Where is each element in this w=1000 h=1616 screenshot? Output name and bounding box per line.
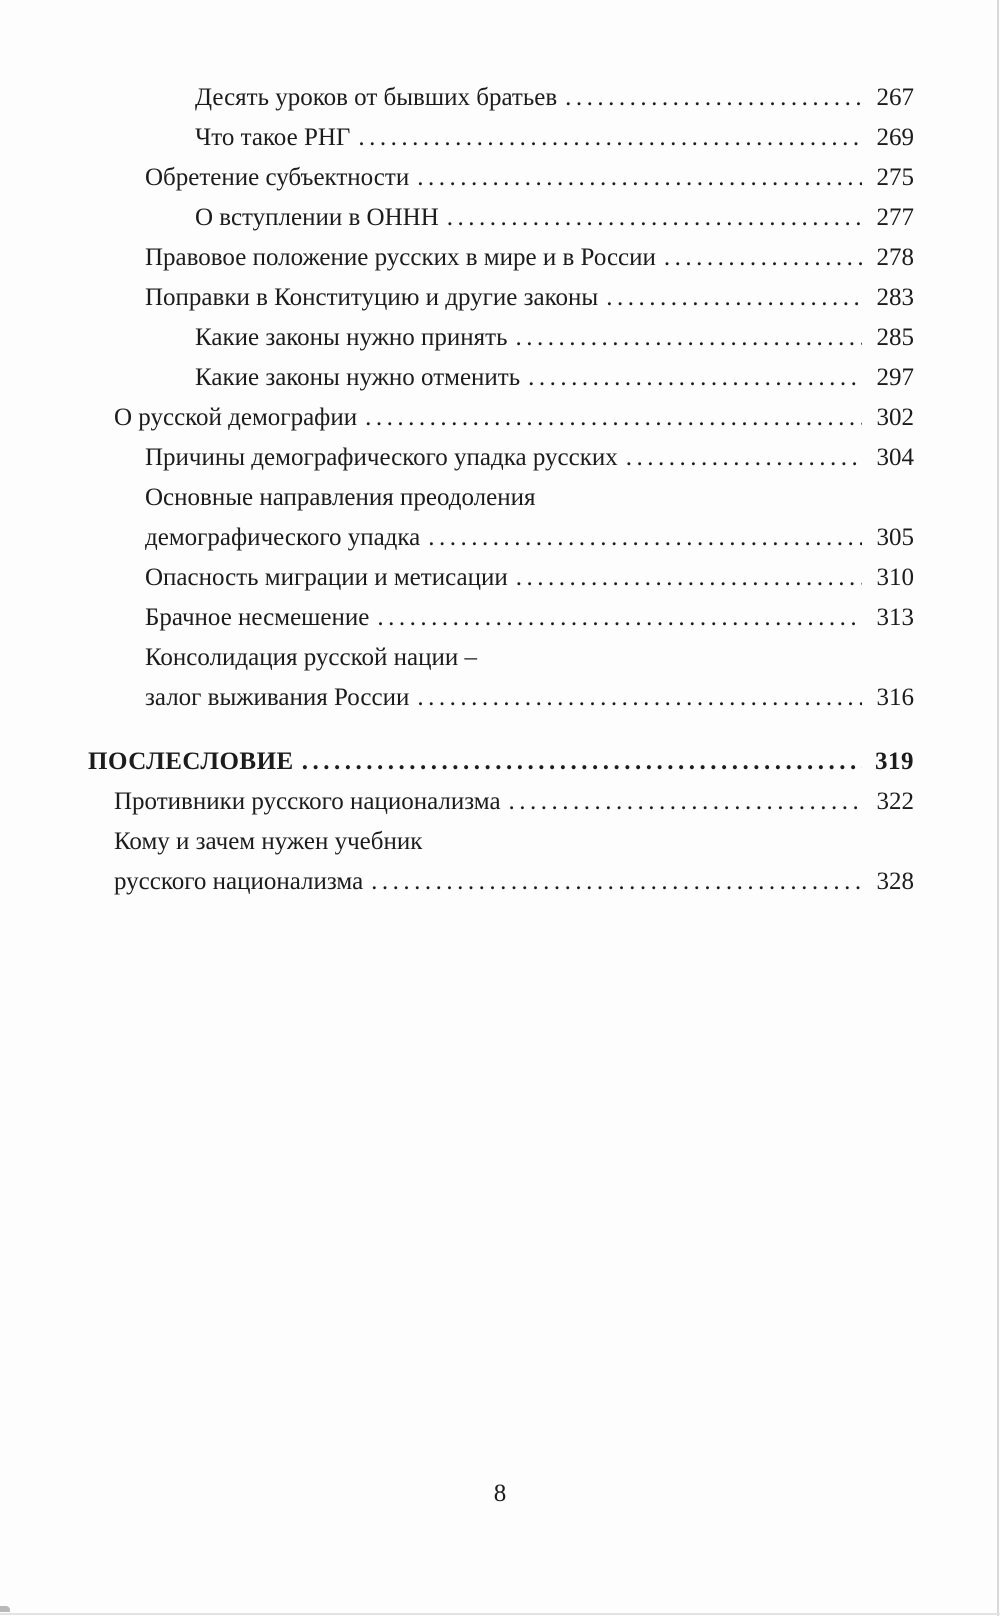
toc-entry (88, 822, 914, 862)
toc-entry-title: Десять уроков от бывших братьев (195, 84, 558, 111)
toc-dot-leader (528, 358, 862, 398)
toc-entry (88, 478, 914, 518)
toc-entry-title: Обретение субъектности (145, 164, 410, 191)
toc-entry-title: О вступлении в ОННН (195, 204, 439, 231)
toc-dot-leader (606, 278, 862, 318)
toc-entry-page: 319 (875, 748, 914, 775)
toc-entry (88, 598, 914, 638)
toc-entry (88, 318, 914, 358)
toc-dot-leader (358, 118, 862, 158)
toc-dot-leader (626, 438, 862, 478)
toc-entry-page: 304 (876, 444, 914, 471)
toc-entry (88, 438, 914, 478)
toc-entry (88, 238, 914, 278)
toc-dot-leader (664, 238, 862, 278)
toc-entry-page: 328 (876, 868, 914, 895)
toc-entry (88, 278, 914, 318)
toc-entry (88, 198, 914, 238)
toc-entry-title: Причины демографического упадка русских (145, 444, 618, 471)
toc-entry-title: залог выживания России (145, 684, 410, 711)
toc-entry (88, 782, 914, 822)
toc-entry (88, 158, 914, 198)
toc-entry-page: 297 (876, 364, 914, 391)
toc-entry-page: 302 (876, 404, 914, 431)
toc-entry-title: Противники русского национализма (114, 788, 501, 815)
toc-entry-page: 305 (876, 524, 914, 551)
page-number: 8 (493, 1480, 507, 1507)
toc-entry (88, 862, 914, 902)
toc-entry (88, 118, 914, 158)
scan-edge-right (997, 0, 999, 1616)
toc-dot-leader (516, 318, 863, 358)
toc-dot-leader (417, 158, 862, 198)
toc-entry-title: Какие законы нужно принять (195, 324, 508, 351)
toc-entry (88, 742, 914, 782)
toc-dot-leader (371, 862, 862, 902)
toc-entry-page: 275 (876, 164, 914, 191)
toc-entry-title: демографического упадка (145, 524, 421, 551)
toc-entry-title: ПОСЛЕСЛОВИЕ (88, 748, 294, 775)
table-of-contents (88, 78, 914, 902)
toc-entry-page: 285 (876, 324, 914, 351)
toc-dot-leader (428, 518, 862, 558)
toc-entry-page: 322 (876, 788, 914, 815)
toc-dot-leader (447, 198, 862, 238)
toc-entry (88, 638, 914, 678)
toc-entry (88, 358, 914, 398)
scan-corner-mark (0, 1606, 10, 1612)
toc-entry-page: 277 (876, 204, 914, 231)
toc-entry-title: Опасность миграции и метисации (145, 564, 508, 591)
toc-dot-leader (509, 782, 862, 822)
toc-entry-title: Брачное несмешение (145, 604, 370, 631)
toc-entry (88, 78, 914, 118)
toc-entry-title: О русской демографии (114, 404, 358, 431)
toc-entry-page: 283 (876, 284, 914, 311)
toc-dot-leader (302, 742, 862, 782)
toc-dot-leader (417, 678, 862, 718)
toc-entry-title: Кому и зачем нужен учебник (114, 828, 423, 855)
toc-entry (88, 398, 914, 438)
toc-entry-page: 310 (876, 564, 914, 591)
scan-edge-bottom (0, 1613, 1000, 1615)
toc-dot-leader (377, 598, 862, 638)
toc-entry-page: 316 (876, 684, 914, 711)
toc-entry-title: Поправки в Конституцию и другие законы (145, 284, 599, 311)
toc-entry-page: 313 (876, 604, 914, 631)
toc-dot-leader (565, 78, 862, 118)
toc-entry-title: Основные направления преодоления (145, 484, 536, 511)
toc-entry-page: 269 (876, 124, 914, 151)
toc-entry-page: 267 (876, 84, 914, 111)
toc-entry-title: Что такое РНГ (195, 124, 351, 151)
toc-dot-leader (365, 398, 862, 438)
toc-dot-leader (516, 558, 862, 598)
toc-entry (88, 518, 914, 558)
toc-entry (88, 558, 914, 598)
toc-entry-page: 278 (876, 244, 914, 271)
toc-entry-title: Консолидация русской нации – (145, 644, 477, 671)
toc-entry-title: русского национализма (114, 868, 364, 895)
toc-entry-title: Правовое положение русских в мире и в России (145, 244, 656, 271)
toc-entry (88, 678, 914, 718)
toc-entry-title: Какие законы нужно отменить (195, 364, 521, 391)
